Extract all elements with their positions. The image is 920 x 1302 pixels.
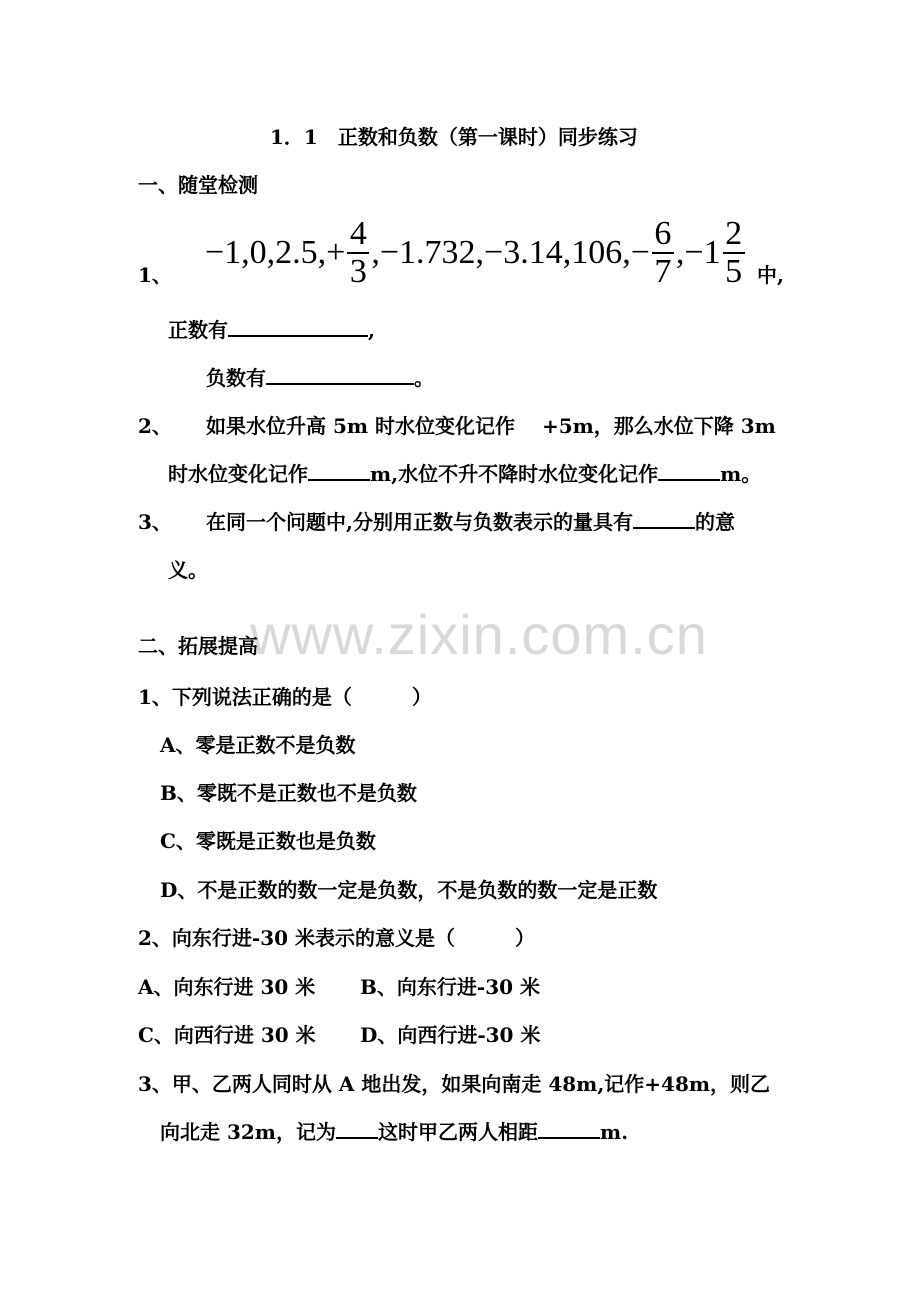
answer-blank[interactable] bbox=[658, 461, 720, 481]
answer-blank[interactable] bbox=[266, 365, 414, 385]
text-segment: m. bbox=[599, 1120, 629, 1144]
fraction-2-5 bbox=[723, 216, 745, 290]
option-d: D、向西行进-30 米 bbox=[360, 1023, 541, 1047]
question-number: 1、 bbox=[138, 263, 172, 287]
question-text bbox=[160, 1119, 628, 1145]
math-prefix: −1,0,2.5,+ bbox=[205, 234, 346, 271]
fraction-numerator: 2 bbox=[725, 215, 743, 252]
text-segment: 的意 bbox=[694, 510, 735, 534]
option-d: D、不是正数的数一定是负数，不是负数的数一定是正数 bbox=[160, 878, 658, 902]
text-segment: 这时甲乙两人相距 bbox=[377, 1120, 538, 1144]
fraction-denominator: 5 bbox=[725, 253, 743, 290]
question-text bbox=[168, 461, 761, 487]
positive-numbers-line bbox=[168, 317, 375, 343]
fraction-denominator: 3 bbox=[349, 253, 367, 290]
fraction-6-7 bbox=[652, 216, 674, 290]
question-text: 如果水位升高 5m 时水位变化记作 +5m，那么水位下降 3m bbox=[206, 414, 776, 438]
question-number: 2、 bbox=[138, 414, 172, 438]
option-a: A、向东行进 30 米 bbox=[138, 975, 316, 999]
section-heading-1: 一、随堂检测 bbox=[138, 173, 258, 197]
answer-blank[interactable] bbox=[633, 509, 695, 529]
math-middle-2: ,−1 bbox=[675, 234, 721, 271]
option-a: A、零是正数不是负数 bbox=[160, 733, 356, 757]
question-stem: 2、向东行进-30 米表示的意义是（ ） bbox=[138, 926, 536, 950]
negative-numbers-line bbox=[206, 365, 434, 391]
watermark: www.zixin.com.cn bbox=[250, 603, 708, 666]
question-number: 3、 bbox=[138, 510, 172, 534]
fraction-numerator: 4 bbox=[349, 215, 367, 252]
question-stem: 1、下列说法正确的是（ ） bbox=[138, 685, 432, 709]
positive-label: 正数有 bbox=[168, 318, 228, 342]
option-b: B、零既不是正数也不是负数 bbox=[160, 781, 417, 805]
fraction-denominator: 7 bbox=[654, 253, 672, 290]
text-segment: 向北走 32m，记为 bbox=[160, 1120, 336, 1144]
math-middle: ,−1.732,−3.14,106,− bbox=[371, 234, 650, 271]
option-b: B、向东行进-30 米 bbox=[360, 975, 540, 999]
answer-blank[interactable] bbox=[308, 461, 370, 481]
punctuation: 。 bbox=[414, 366, 434, 390]
page-title: 1．1 正数和负数（第一课时）同步练习 bbox=[270, 125, 638, 149]
answer-blank[interactable] bbox=[228, 317, 368, 337]
fraction-4-3 bbox=[347, 216, 369, 290]
text-segment: m。 bbox=[720, 462, 762, 486]
punctuation: , bbox=[368, 318, 375, 342]
number-list-expression bbox=[205, 216, 747, 290]
text-segment: m,水位不升不降时水位变化记作 bbox=[370, 462, 659, 486]
text-segment: 在同一个问题中,分别用正数与负数表示的量具有 bbox=[206, 510, 633, 534]
negative-label: 负数有 bbox=[206, 366, 266, 390]
option-c: C、零既是正数也是负数 bbox=[160, 829, 376, 853]
text-segment: 时水位变化记作 bbox=[168, 462, 308, 486]
question-text: 义。 bbox=[168, 558, 208, 582]
expression-suffix: 中, bbox=[757, 263, 784, 287]
answer-blank[interactable] bbox=[336, 1119, 378, 1139]
section-heading-2: 二、拓展提高 bbox=[138, 634, 258, 658]
fraction-numerator: 6 bbox=[654, 215, 672, 252]
question-text bbox=[206, 509, 735, 535]
answer-blank[interactable] bbox=[538, 1119, 600, 1139]
question-text: 3、甲、乙两人同时从 A 地出发，如果向南走 48m,记作+48m，则乙 bbox=[138, 1072, 771, 1096]
option-c: C、向西行进 30 米 bbox=[138, 1023, 316, 1047]
